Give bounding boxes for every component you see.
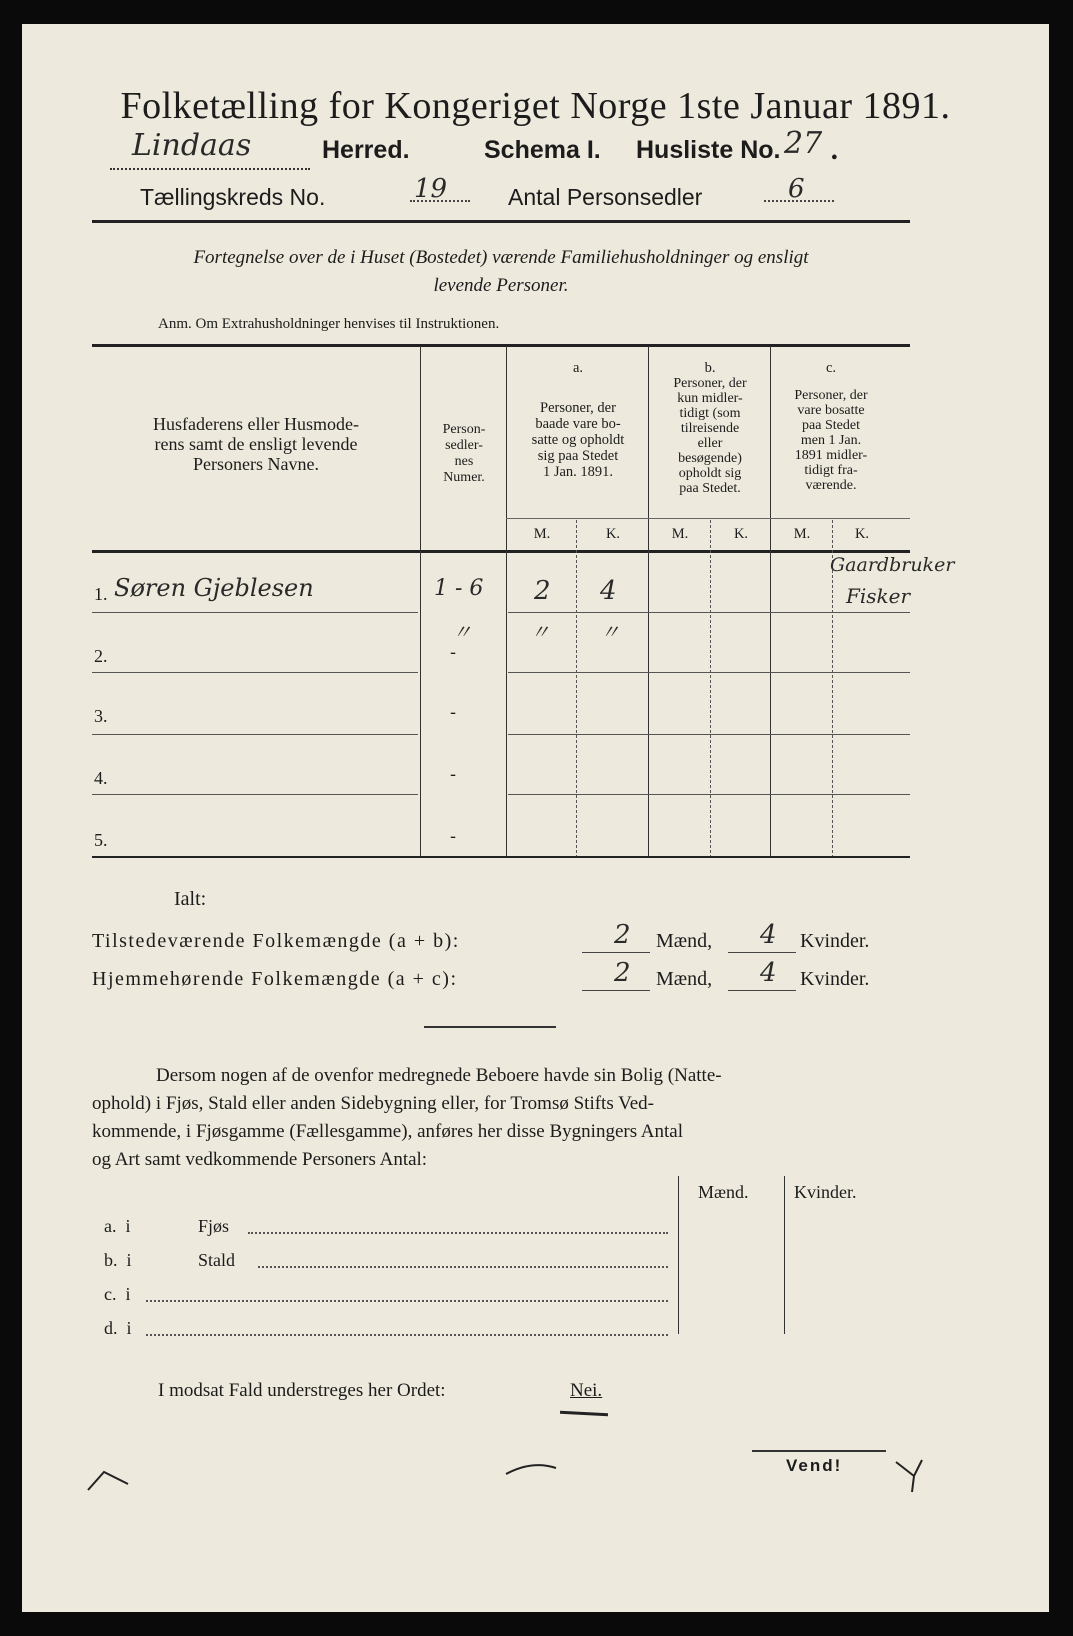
table-bottom-rule — [92, 856, 910, 858]
hjemme-kvinder-label: Kvinder. — [800, 968, 870, 990]
intro-line-2: levende Personer. — [433, 275, 569, 296]
schema-label: Schema I. — [484, 136, 601, 164]
row-number: 5. — [94, 830, 108, 850]
col-divider — [506, 346, 507, 858]
ditto-mark: 〃 — [452, 620, 472, 644]
col-number-head: Person- sedler- nes Numer. — [442, 422, 486, 485]
row-rule — [508, 612, 910, 613]
col-c-letter: c. — [825, 360, 837, 376]
tilstede-maend-label: Mænd, — [656, 930, 713, 952]
personsedler-value: 6 — [788, 174, 805, 204]
row-number: 1. — [94, 584, 108, 604]
ditto-mark: 〃 — [600, 620, 620, 644]
husliste-value: 27 — [784, 126, 823, 161]
husliste-label: Husliste No. — [636, 136, 781, 164]
row-rule — [508, 794, 910, 795]
col-divider — [648, 346, 649, 858]
vend-rule — [752, 1450, 886, 1452]
hjemme-maend-line — [582, 990, 650, 991]
item-b: b. i — [104, 1250, 132, 1270]
table-top-rule — [92, 344, 910, 347]
row-person-numbers: - — [450, 642, 457, 663]
tilstede-label: Tilstedeværende Folkemængde (a + b): — [92, 930, 460, 952]
herred-label: Herred. — [322, 136, 410, 164]
census-form-page — [22, 24, 1049, 1612]
col-b-m: M. — [671, 526, 689, 542]
row-rule — [92, 612, 418, 613]
nei-word: Nei. — [570, 1380, 603, 1401]
tilstede-maend-value: 2 — [614, 920, 631, 950]
modsat-text: I modsat Fald understreges her Ordet: — [158, 1380, 446, 1401]
item-a: a. i — [104, 1216, 131, 1236]
item-a-label: Fjøs — [198, 1216, 230, 1236]
bottom-col-divider — [784, 1176, 785, 1334]
col-a-head: Personer, der baade vare bo- satte og opholdt sig paa Stedet 1 Jan. 1891. — [531, 400, 625, 480]
herred-field — [110, 128, 310, 170]
row-note-1: Gaardbruker — [830, 554, 955, 576]
col-a-k: K. — [605, 526, 621, 542]
item-c: c. i — [104, 1284, 131, 1304]
hjemme-label: Hjemmehørende Folkemængde (a + c): — [92, 968, 458, 990]
anm-note: Anm. Om Extrahusholdninger henvises til Instruktionen. — [158, 316, 500, 332]
table-header-rule — [92, 550, 910, 553]
bottom-maend-head: Mænd. — [698, 1182, 749, 1202]
vend-text: Vend! — [786, 1456, 843, 1475]
col-divider-dashed — [710, 520, 712, 858]
intro-line-1: Fortegnelse over de i Huset (Bostedet) værende Familiehusholdninger og ensligt — [193, 247, 809, 268]
bottom-col-divider — [678, 1176, 679, 1334]
row-number: 2. — [94, 646, 108, 666]
corner-mark — [502, 1454, 562, 1484]
ditto-mark: 〃 — [530, 620, 550, 644]
row-name: Søren Gjeblesen — [114, 574, 314, 602]
intro-text — [92, 244, 910, 300]
row-number: 3. — [94, 706, 108, 726]
hjemme-kvinder-line — [728, 990, 796, 991]
row-person-numbers: - — [450, 702, 457, 723]
tilstede-maend-line — [582, 952, 650, 953]
row-person-numbers: 1 - 6 — [434, 576, 484, 601]
item-b-dots — [258, 1266, 668, 1268]
kreds-dots — [410, 200, 470, 202]
col-c-k: K. — [854, 526, 870, 542]
item-a-dots — [248, 1232, 668, 1234]
col-b-k: K. — [733, 526, 749, 542]
item-c-dots — [146, 1300, 668, 1302]
row-a-m: 2 — [534, 576, 551, 606]
nei-underline — [560, 1411, 608, 1417]
item-d-dots — [146, 1334, 668, 1336]
husliste-period: . — [830, 136, 839, 165]
col-a-letter: a. — [572, 360, 584, 376]
personsedler-label: Antal Personsedler — [508, 184, 703, 210]
corner-mark — [892, 1454, 932, 1494]
section-divider — [424, 1026, 556, 1028]
bottom-paragraph: Dersom nogen af de ovenfor medregnede Beboere havde sin Bolig (Natte- ophold) i Fjøs, Stald eller anden Sidebygning eller, for Tromsø Stifts Ved- kommende, i Fjøsgamme (Fællesgamme), anføres her disse Bygningers Antal og Art samt vedkommende Personers Antal: — [92, 1065, 722, 1170]
kreds-value: 19 — [414, 174, 448, 204]
tilstede-kvinder-line — [728, 952, 796, 953]
corner-mark — [84, 1464, 134, 1494]
item-b-label: Stald — [198, 1250, 236, 1270]
row-note-2: Fisker — [846, 584, 911, 608]
tilstede-kvinder-value: 4 — [760, 920, 777, 950]
row-rule — [508, 672, 910, 673]
row-number: 4. — [94, 768, 108, 788]
herred-value: Lindaas — [132, 128, 252, 163]
row-rule — [508, 734, 910, 735]
row-rule — [92, 794, 418, 795]
hjemme-maend-label: Mænd, — [656, 968, 713, 990]
hjemme-kvinder-value: 4 — [760, 958, 777, 988]
row-a-k: 4 — [600, 576, 617, 606]
col-c-m: M. — [793, 526, 811, 542]
col-divider — [770, 346, 771, 858]
col-divider — [420, 346, 421, 858]
row-rule — [92, 672, 418, 673]
form-title: Folketælling for Kongeriget Norge 1ste Januar 1891. — [120, 85, 951, 127]
tilstede-kvinder-label: Kvinder. — [800, 930, 870, 952]
col-b-head: Personer, der kun midler- tidigt (som tilreisende eller besøgende) opholdt sig paa Stedet. — [673, 376, 747, 496]
col-c-head: Personer, der vare bosatte paa Stedet men 1 Jan. 1891 midler- tidigt fra- værende. — [794, 388, 868, 493]
hjemme-maend-value: 2 — [614, 958, 631, 988]
mk-row-rule — [506, 518, 910, 519]
col-b-letter: b. — [704, 360, 716, 376]
kreds-label: Tællingskreds No. — [140, 184, 326, 210]
item-d: d. i — [104, 1318, 132, 1338]
bottom-kvinder-head: Kvinder. — [794, 1182, 857, 1202]
col-names-head: Husfaderens eller Husmode- rens samt de ensligt levende Personers Navne. — [153, 414, 359, 474]
row-person-numbers: - — [450, 826, 457, 847]
personsedler-dots — [764, 200, 834, 202]
row-rule — [92, 734, 418, 735]
header-rule — [92, 220, 910, 223]
ialt-label: Ialt: — [174, 888, 207, 910]
row-person-numbers: - — [450, 764, 457, 785]
col-divider-dashed — [576, 520, 578, 858]
col-a-m: M. — [533, 526, 551, 542]
